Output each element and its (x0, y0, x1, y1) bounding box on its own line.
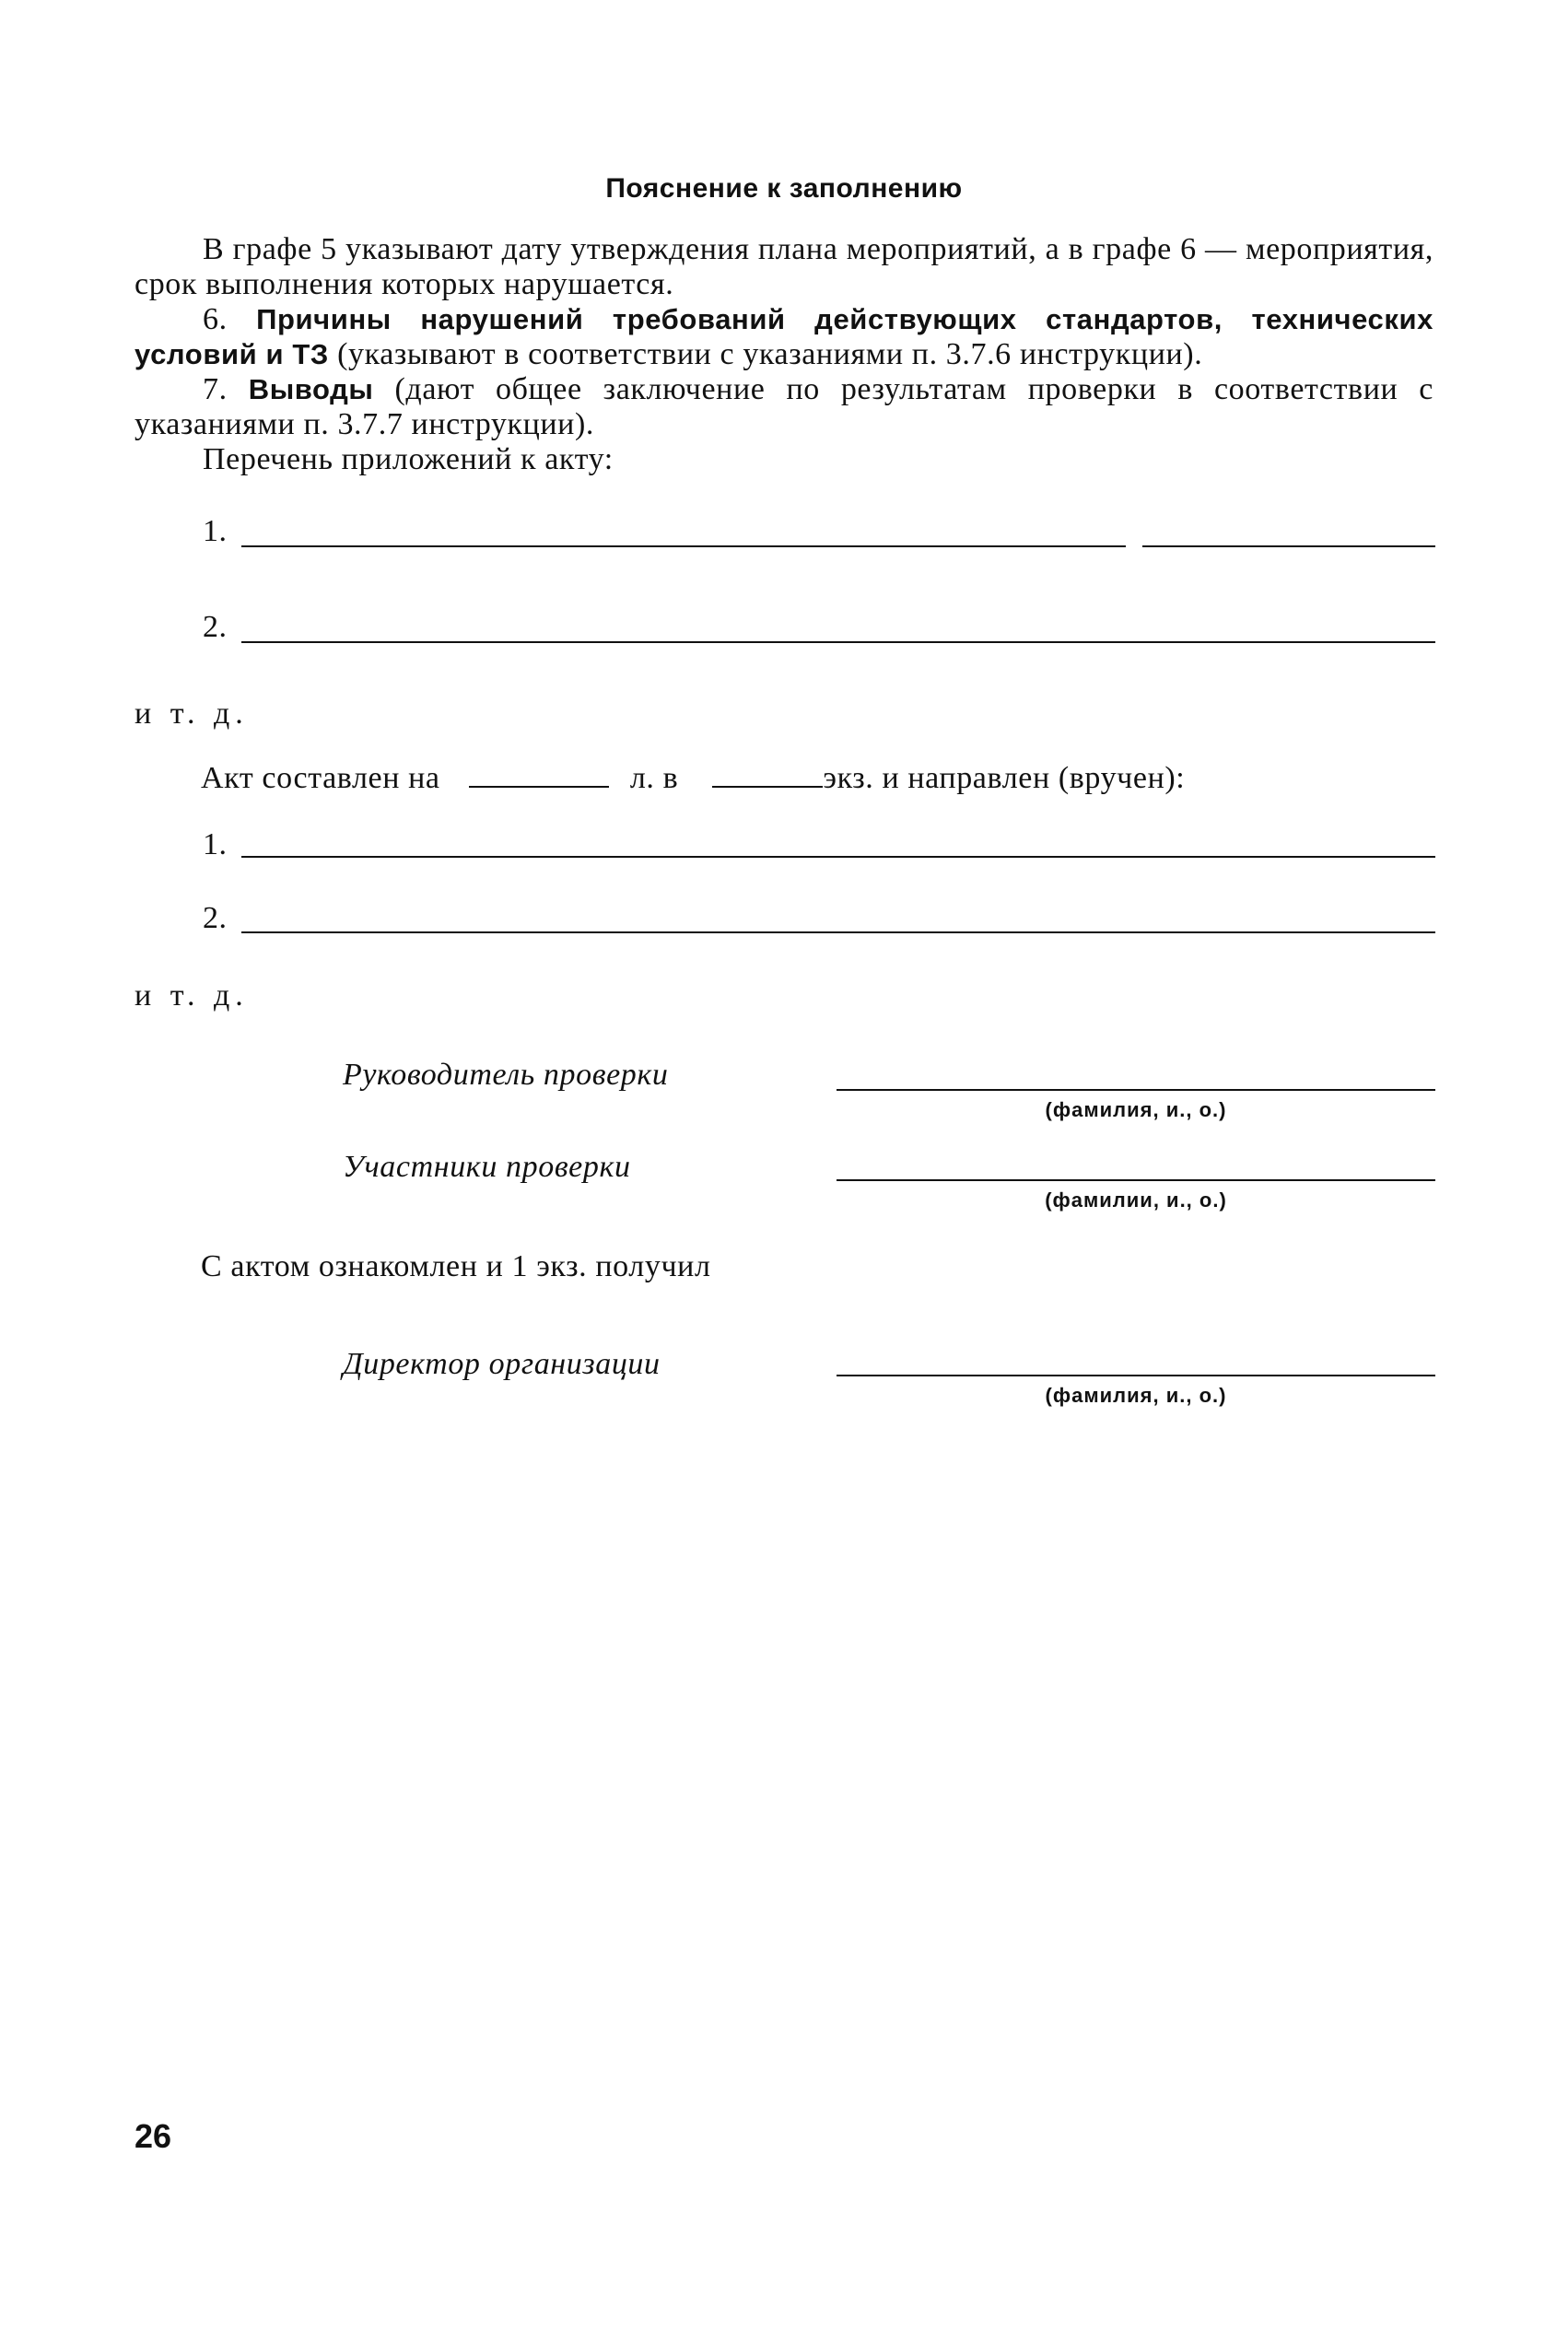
appendix-list-intro (135, 442, 1433, 477)
item-number: 7. (203, 372, 228, 406)
page-number: 26 (135, 2117, 172, 2155)
participants-caption: (фамилии, и., о.) (1045, 1188, 1227, 1212)
recipient-item-1-line[interactable] (241, 856, 1435, 858)
recipient-item-2-number: 2. (203, 901, 228, 935)
participants-signature-line[interactable] (837, 1179, 1435, 1181)
paragraph-item-7 (135, 372, 1433, 442)
act-copies-suffix: экз. и направлен (вручен): (823, 761, 1186, 795)
paragraph-text: Перечень приложений к акту: (203, 442, 614, 476)
paragraph-column-5-6 (135, 232, 1433, 302)
copies-count-field[interactable] (712, 760, 823, 788)
appendix-item-1-line-extra[interactable] (1142, 545, 1435, 547)
section-heading: Пояснение к заполнению (605, 173, 963, 204)
act-prefix: Акт составлен на (201, 761, 440, 795)
participants-title: Участники проверки (343, 1150, 631, 1184)
appendix-item-2-line[interactable] (241, 641, 1435, 643)
head-of-inspection-signature-line[interactable] (837, 1089, 1435, 1091)
item-bold-title: Выводы (248, 373, 374, 405)
appendix-list-etc: и т. д. (135, 697, 249, 731)
paragraph-item-6 (135, 302, 1433, 372)
appendix-item-1-line[interactable] (241, 545, 1126, 547)
director-title: Директор организации (343, 1347, 661, 1381)
recipient-list-etc: и т. д. (135, 978, 249, 1013)
recipient-item-1-number: 1. (203, 827, 228, 861)
director-signature-line[interactable] (837, 1375, 1435, 1376)
paragraph-text: В графе 5 указывают дату утверждения плана мероприятий, а в графе 6 — мероприятия, срок выполнения которых нарушается. (135, 232, 1433, 301)
item-number: 6. (203, 302, 228, 336)
appendix-item-2-number: 2. (203, 610, 228, 644)
item-bold-title: Причины нарушений требований действующих стандартов, технических условий и ТЗ (135, 303, 1433, 370)
item-text: (указывают в соответствии с указаниями п. 3.7.6 инструкции). (337, 337, 1203, 371)
act-composition-line (201, 760, 1185, 796)
head-of-inspection-title: Руководитель проверки (343, 1058, 669, 1092)
act-sheets-suffix: л. в (629, 761, 679, 795)
head-of-inspection-caption: (фамилия, и., о.) (1045, 1098, 1227, 1121)
sheets-count-field[interactable] (469, 760, 609, 788)
acknowledgement-text: С актом ознакомлен и 1 экз. получил (201, 1249, 711, 1283)
recipient-item-2-line[interactable] (241, 931, 1435, 933)
item-text: (дают общее заключение по результатам проверки в соответствии с указаниями п. 3.7.7 инструкции). (135, 372, 1433, 441)
appendix-item-1-number: 1. (203, 514, 228, 548)
director-caption: (фамилия, и., о.) (1045, 1384, 1227, 1407)
